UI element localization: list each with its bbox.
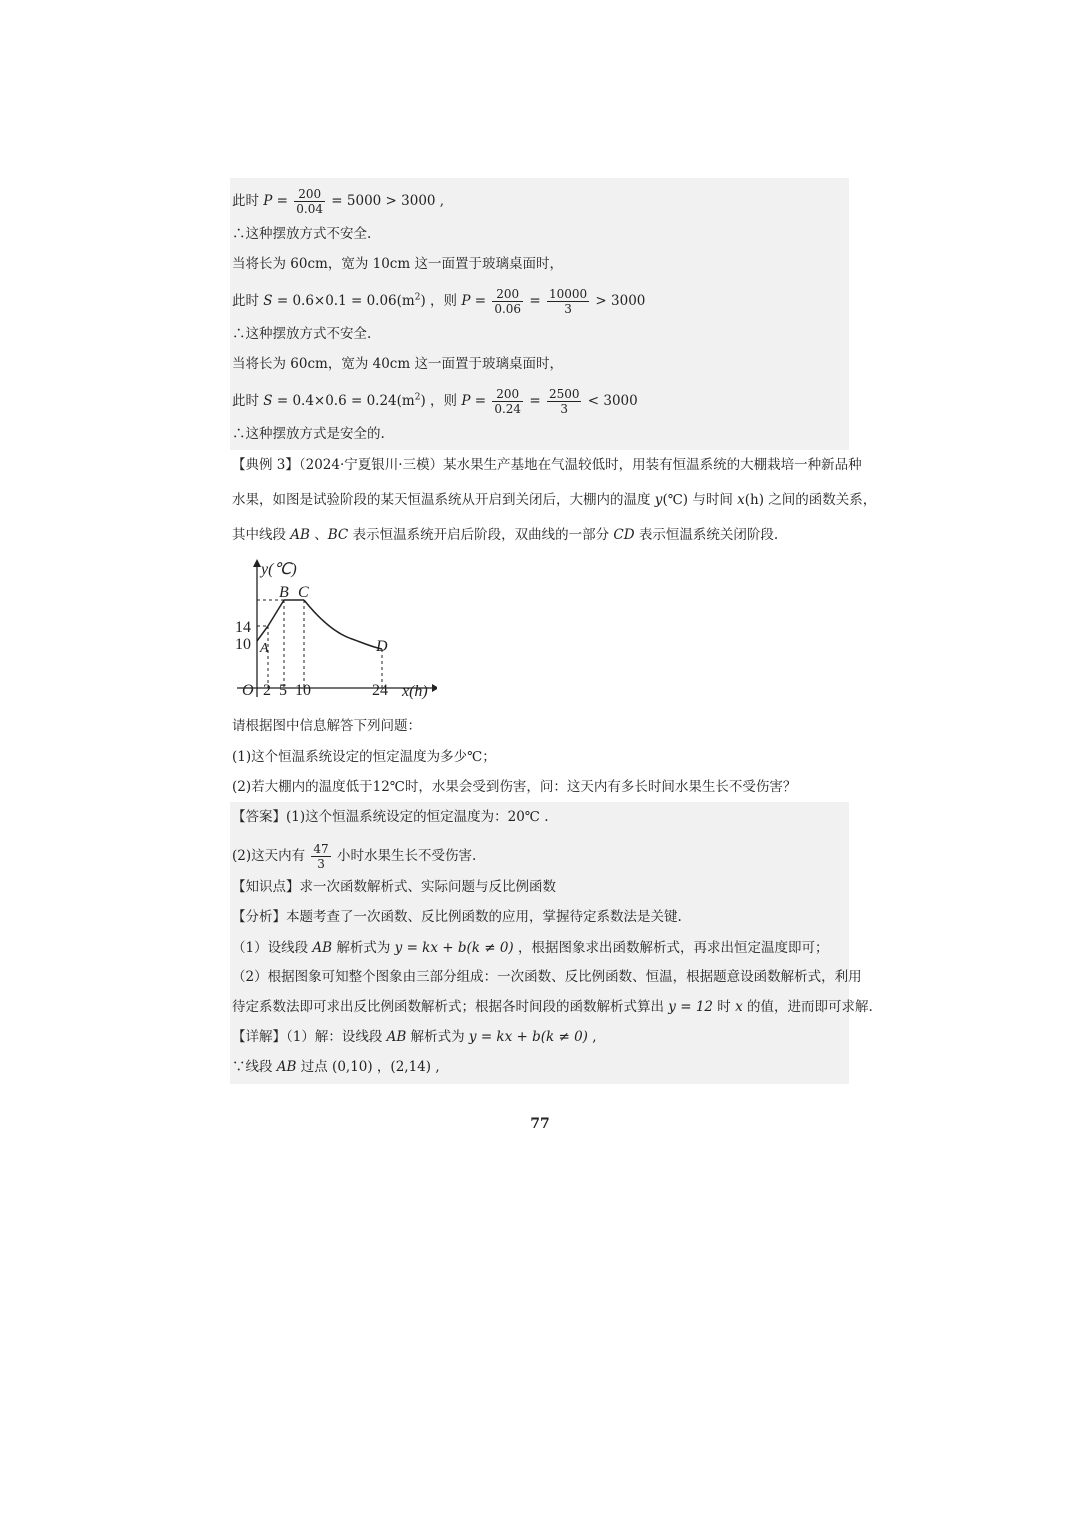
answer-2: (2)这天内有 $\frac{47}{3}$ 小时水果生长不受伤害. — [232, 842, 477, 871]
example-line-2: 水果，如图是试验阶段的某天恒温系统从开启到关闭后，大棚内的温度 y(℃) 与时间 x(h) 之间的函数关系， — [232, 492, 877, 508]
point-label-c: C — [298, 584, 309, 601]
example-line-1: 【典例 3】（2024·宁夏银川·三模）某水果生产基地在气温较低时，用装有恒温系统的大棚栽培一种新品种 — [232, 457, 862, 473]
y-axis-label: y(℃) — [261, 561, 297, 578]
analysis-part-2: （2）根据图象可知整个图象由三部分组成：一次函数、反比例函数、恒温，根据题意设函数解析式，利用 — [232, 969, 862, 985]
solution-line-1: 此时 P = $\frac{200}{0.04}$ = 5000 > 3000 , — [232, 187, 445, 216]
analysis-part-2-cont: 待定系数法即可求出反比例函数解析式；根据各时间段的函数解析式算出 y = 12 时 x 的值，进而即可求解. — [232, 999, 873, 1015]
segment-ab-lower — [257, 626, 268, 641]
fraction: $\frac{200}{0.04}$ — [296, 187, 324, 216]
solution-line-8: ∴这种摆放方式是安全的. — [232, 426, 385, 442]
y-tick-10: 10 — [235, 636, 251, 653]
question-1: (1)这个恒温系统设定的恒定温度为多少℃； — [232, 749, 496, 765]
solution-line-5: ∴这种摆放方式不安全. — [232, 326, 372, 342]
curve-cd — [304, 600, 382, 649]
origin-label: O — [242, 682, 254, 699]
question-2: (2)若大棚内的温度低于12℃时，水果会受到伤害，问：这天内有多长时间水果生长不受伤害？ — [232, 779, 797, 795]
analysis-part-1: （1）设线段 AB 解析式为 y = kx + b(k ≠ 0) ，根据图象求出函数解析式，再求出恒定温度即可； — [232, 940, 829, 956]
fraction: $\frac{10000}{3}$ — [548, 287, 588, 316]
questions-intro: 请根据图中信息解答下列问题： — [232, 718, 421, 734]
y-tick-14: 14 — [235, 619, 251, 636]
point-label-b: B — [279, 584, 289, 601]
solution-line-3: 当将长为 60cm，宽为 10cm 这一面置于玻璃桌面时， — [232, 256, 563, 272]
solution-line-2: ∴这种摆放方式不安全. — [232, 226, 372, 242]
fraction: $\frac{200}{0.06}$ — [494, 287, 522, 316]
y-axis-arrow-icon — [253, 559, 261, 567]
fraction: $\frac{2500}{3}$ — [548, 387, 580, 416]
detail: 【详解】（1）解：设线段 AB 解析式为 y = kx + b(k ≠ 0) , — [232, 1029, 597, 1045]
example-line-3: 其中线段 AB 、BC 表示恒温系统开启后阶段，双曲线的一部分 CD 表示恒温系统关闭阶段. — [232, 527, 779, 543]
solution-line-7: 此时 $S = 0.4\times 0.6 = 0.24(m^2)$ ，则 P = $\frac{200}{0.24}$ = $\frac{2500}{3}$ < 3000 — [232, 387, 638, 416]
knowledge-point: 【知识点】求一次函数解析式、实际问题与反比例函数 — [232, 879, 556, 895]
temperature-time-graph — [232, 555, 437, 703]
point-label-a: A — [260, 641, 269, 656]
x-tick-5: 5 — [279, 682, 287, 699]
answer-1: 【答案】(1)这个恒温系统设定的恒定温度为：20℃ . — [232, 809, 549, 825]
x-tick-2: 2 — [263, 682, 271, 699]
page-number: 77 — [530, 1116, 550, 1132]
fraction: $\frac{200}{0.24}$ — [494, 387, 522, 416]
segment-ab-upper — [268, 600, 284, 626]
x-tick-10: 10 — [295, 682, 311, 699]
solution-line-6: 当将长为 60cm，宽为 40cm 这一面置于玻璃桌面时， — [232, 356, 563, 372]
solution-line-4: 此时 $S = 0.6\times 0.1 = 0.06(m^2)$ ，则 P = $\frac{200}{0.06}$ = $\frac{10000}{3}$ > 3000 — [232, 287, 646, 316]
since-line: ∵线段 AB 过点 (0,10) ，(2,14) , — [232, 1059, 440, 1075]
point-label-d: D — [376, 638, 388, 655]
x-axis-arrow-icon — [432, 684, 437, 692]
fraction: $\frac{47}{3}$ — [313, 842, 329, 871]
analysis: 【分析】本题考查了一次函数、反比例函数的应用，掌握待定系数法是关键. — [232, 909, 682, 925]
x-tick-24: 24 — [372, 682, 388, 699]
x-axis-label: x(h) — [402, 683, 428, 700]
